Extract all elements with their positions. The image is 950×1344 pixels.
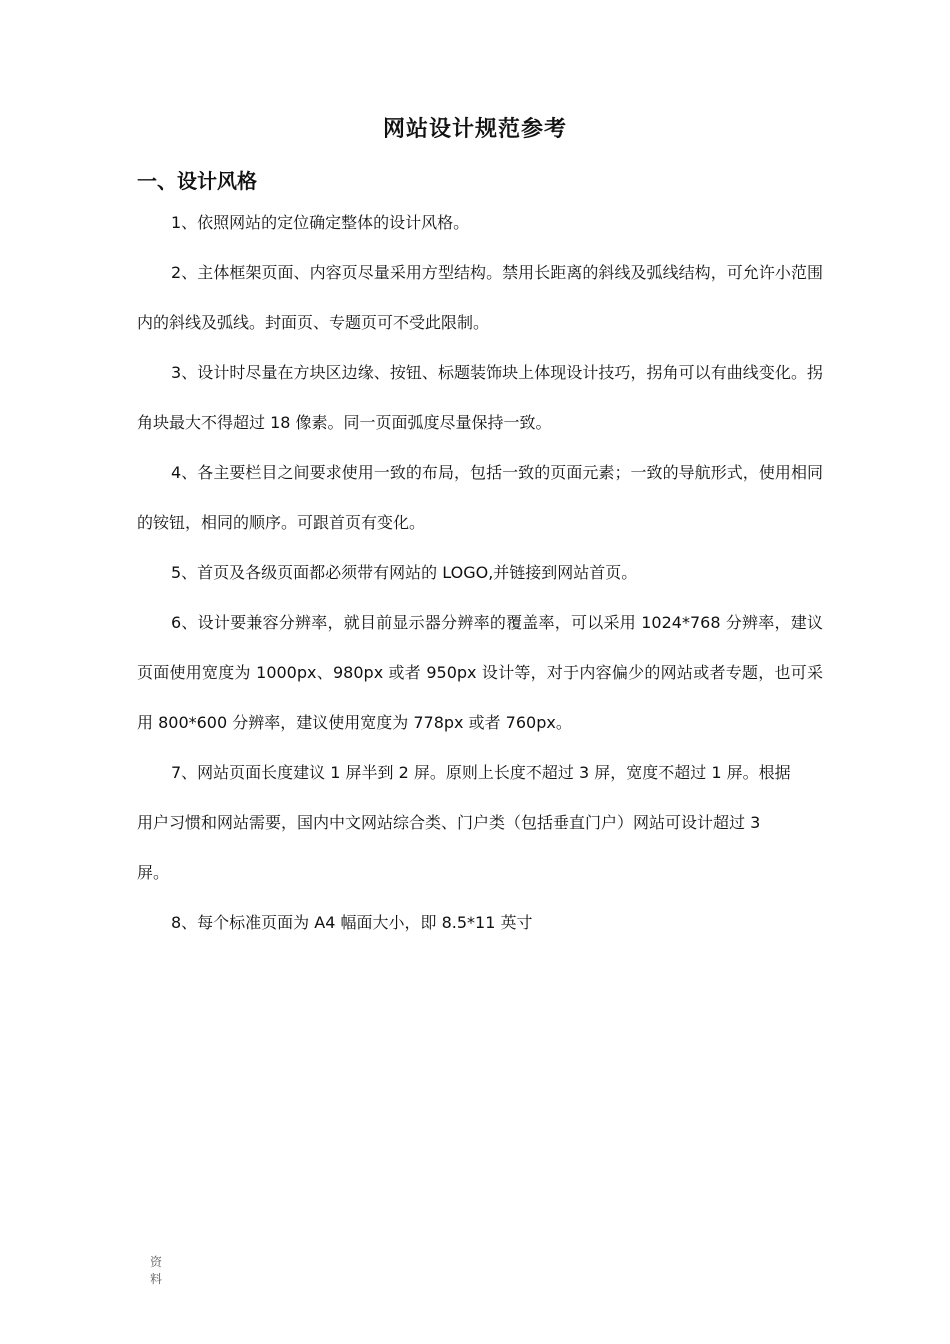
footer-mark: 资料: [150, 1255, 163, 1286]
paragraph-3: 3、设计时尽量在方块区边缘、按钮、标题装饰块上体现设计技巧，拐角可以有曲线变化。拐角块最大不得超过 18 像素。同一页面弧度尽量保持一致。: [137, 363, 823, 432]
paragraph-2: 2、主体框架页面、内容页尽量采用方型结构。禁用长距离的斜线及弧线结构，可允许小范围内的斜线及弧线。封面页、专题页可不受此限制。: [137, 263, 823, 332]
paragraph-1: 1、依照网站的定位确定整体的设计风格。: [171, 213, 470, 232]
paragraph-8: 8、每个标准页面为 A4 幅面大小，即 8.5*11 英寸: [171, 913, 533, 932]
paragraph-6: 6、设计要兼容分辨率，就目前显示器分辨率的覆盖率，可以采用 1024*768 分辨率，建议页面使用宽度为 1000px、980px 或者 950px 设计等，对于内容偏少的网站或者专题，也可采用 800*600 分辨率，建议使用宽度为 778px 或者 760px。: [137, 613, 823, 732]
section-heading: 一、设计风格: [137, 169, 257, 193]
paragraph-7-continued: 用户习惯和网站需要，国内中文网站综合类、门户类（包括垂直门户）网站可设计超过 3: [137, 813, 761, 832]
paragraph-7: 7、网站页面长度建议 1 屏半到 2 屏。原则上长度不超过 3 屏，宽度不超过 1 屏。根据: [171, 763, 791, 782]
paragraph-4: 4、各主要栏目之间要求使用一致的布局，包括一致的页面元素；一致的导航形式，使用相同的铵钮，相同的顺序。可跟首页有变化。: [137, 463, 823, 532]
document-title: 网站设计规范参考: [382, 117, 567, 142]
section-body: [137, 198, 823, 948]
paragraph-5: 5、首页及各级页面都必须带有网站的 LOGO,并链接到网站首页。: [171, 563, 638, 582]
paragraph-7-end: 屏。: [137, 863, 170, 882]
